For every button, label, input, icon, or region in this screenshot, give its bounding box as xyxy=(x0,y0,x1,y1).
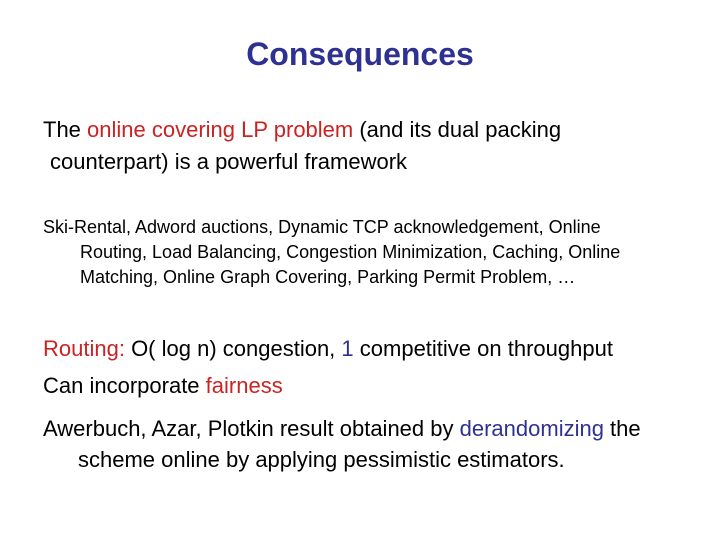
applications-line-3: Matching, Online Graph Covering, Parking Permit Problem, … xyxy=(80,267,576,287)
framework-line-2: counterpart) is a powerful framework xyxy=(50,149,408,174)
derandomizing-post: the xyxy=(603,416,641,441)
derandomizing-pre: Awerbuch, Azar, Plotkin result obtained by xyxy=(43,416,460,441)
routing-competitive-number: 1 xyxy=(341,336,354,361)
routing-label: Routing: xyxy=(43,336,125,361)
framework-post: (and its dual packing xyxy=(353,117,562,142)
derandomizing-line-2: scheme online by applying pessimistic estimators. xyxy=(78,447,565,472)
routing-paragraph xyxy=(43,334,613,364)
routing-congestion-text: O( log n) congestion, xyxy=(124,336,342,361)
derandomizing-highlight: derandomizing xyxy=(459,416,604,441)
routing-throughput-text: competitive on throughput xyxy=(353,336,613,361)
applications-paragraph xyxy=(43,215,620,290)
fairness-highlight: fairness xyxy=(205,373,283,398)
slide-title: Consequences xyxy=(246,36,474,72)
fairness-paragraph xyxy=(43,371,283,401)
framework-paragraph xyxy=(43,114,561,178)
fairness-pre: Can incorporate xyxy=(43,373,206,398)
framework-line-1 xyxy=(43,114,561,146)
framework-pre: The xyxy=(43,117,88,142)
applications-line-2: Routing, Load Balancing, Congestion Minimization, Caching, Online xyxy=(80,242,621,262)
derandomizing-line-1 xyxy=(43,413,641,444)
derandomizing-paragraph xyxy=(43,413,641,475)
online-covering-lp-highlight: online covering LP problem xyxy=(87,117,354,142)
applications-line-1: Ski-Rental, Adword auctions, Dynamic TCP acknowledgement, Online xyxy=(43,217,601,237)
